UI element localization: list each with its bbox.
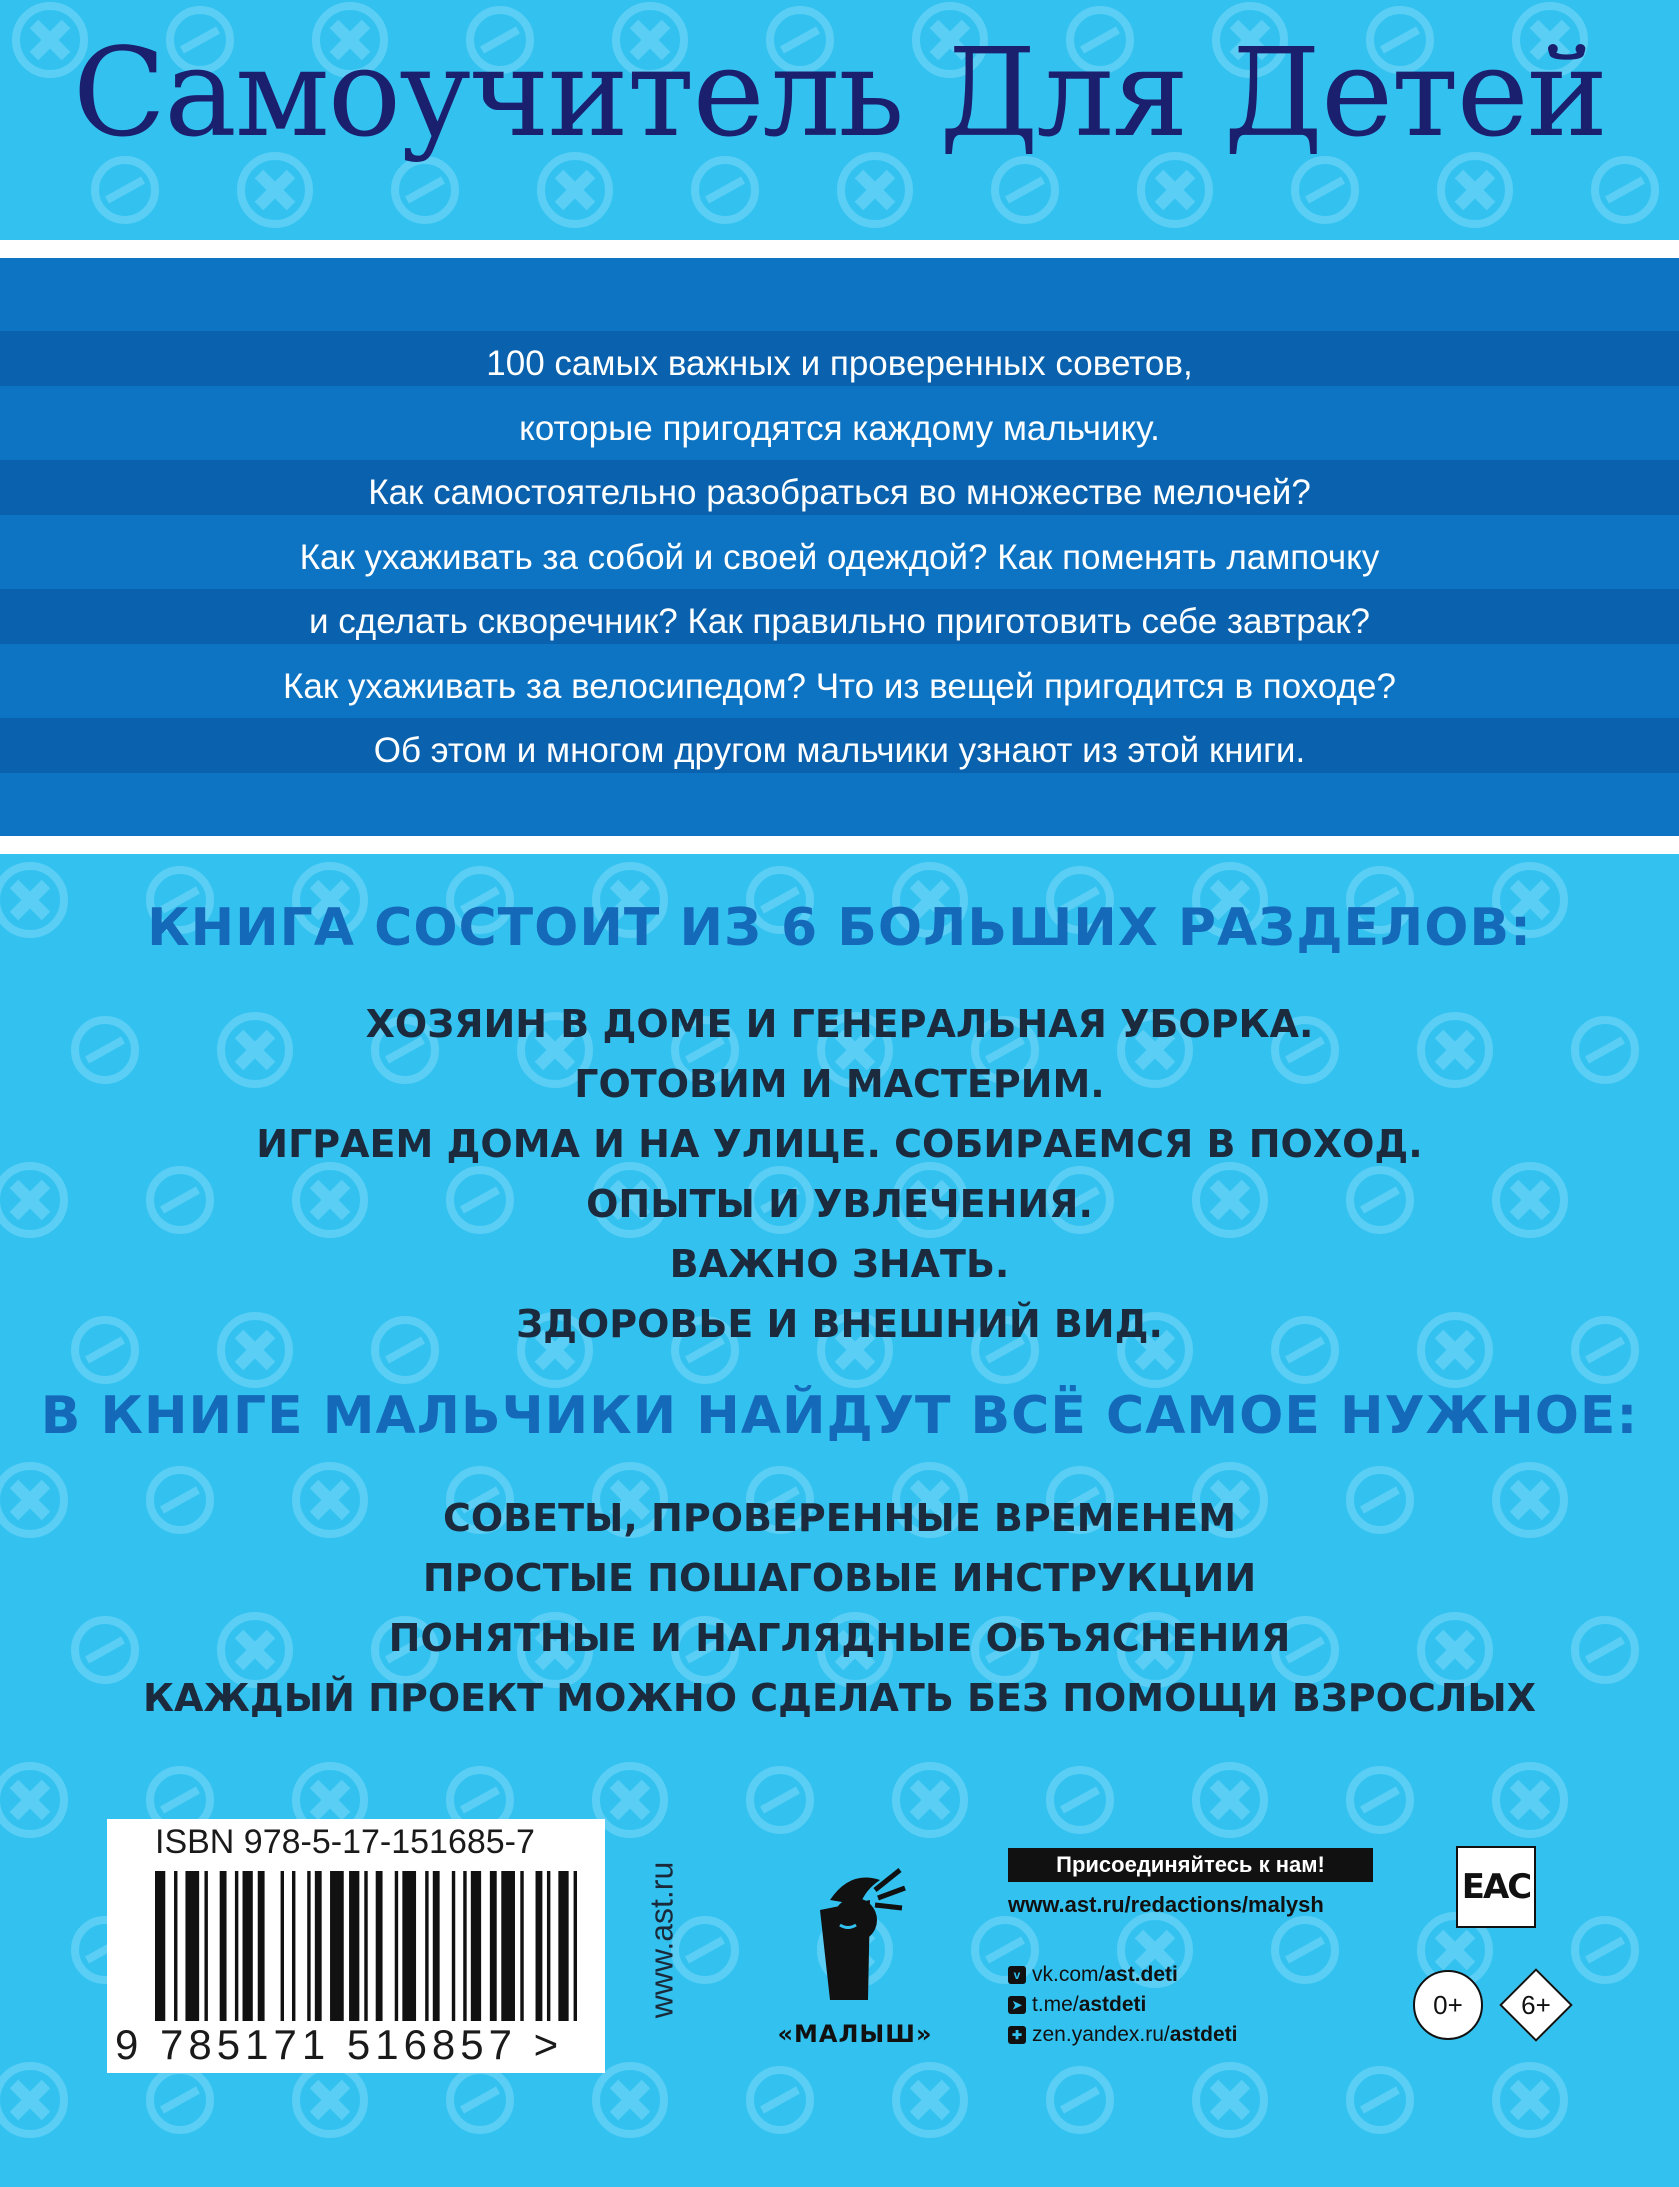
social-prefix: zen.yandex.ru/ bbox=[1032, 2023, 1170, 2046]
social-prefix: vk.com/ bbox=[1032, 1963, 1105, 1986]
section-item: ГОТОВИМ И МАСТЕРИМ. bbox=[574, 1062, 1105, 1106]
features-list bbox=[0, 1488, 1679, 1728]
zen-icon: ✚ bbox=[1008, 2026, 1026, 2044]
publisher-site[interactable]: www.ast.ru bbox=[643, 1861, 680, 2019]
section-item: ОПЫТЫ И УВЛЕЧЕНИЯ. bbox=[586, 1182, 1093, 1226]
age-rating-0: 0+ bbox=[1413, 1970, 1483, 2040]
barcode bbox=[107, 1819, 605, 2073]
social-link-zen[interactable] bbox=[1008, 2023, 1237, 2047]
top-divider bbox=[0, 240, 1679, 258]
intro-line: которые пригодятся каждому мальчику. bbox=[519, 408, 1160, 448]
bottom-divider bbox=[0, 836, 1679, 854]
social-handle: astdeti bbox=[1169, 2023, 1238, 2046]
social-handle: astdeti bbox=[1078, 1993, 1147, 2016]
malysh-logo-icon bbox=[770, 1850, 940, 2020]
feature-item: ПРОСТЫЕ ПОШАГОВЫЕ ИНСТРУКЦИИ bbox=[422, 1556, 1257, 1600]
vk-icon: v bbox=[1008, 1966, 1026, 1984]
intro-line: Как ухаживать за велосипедом? Что из вещей пригодится в походе? bbox=[283, 666, 1396, 706]
social-link-vk[interactable] bbox=[1008, 1963, 1178, 1987]
intro-line: Об этом и многом другом мальчики узнают из этой книги. bbox=[373, 731, 1306, 770]
eac-mark: ЕАС bbox=[1456, 1846, 1536, 1928]
social-handle: ast.deti bbox=[1104, 1963, 1178, 1986]
age-rating-6-label: 6+ bbox=[1521, 1990, 1551, 2020]
social-prefix: t.me/ bbox=[1032, 1993, 1079, 2016]
publisher-url[interactable]: www.ast.ru/redactions/malysh bbox=[1008, 1892, 1324, 1917]
section-item: ВАЖНО ЗНАТЬ. bbox=[669, 1242, 1010, 1286]
section-item: ИГРАЕМ ДОМА И НА УЛИЦЕ. СОБИРАЕМСЯ В ПОХОД. bbox=[256, 1122, 1423, 1166]
intro-text bbox=[0, 332, 1679, 784]
feature-item: КАЖДЫЙ ПРОЕКТ МОЖНО СДЕЛАТЬ БЕЗ ПОМОЩИ ВЗРОСЛЫХ bbox=[142, 1676, 1537, 1720]
feature-item: ПОНЯТНЫЕ И НАГЛЯДНЫЕ ОБЪЯСНЕНИЯ bbox=[388, 1616, 1291, 1660]
sections-heading: КНИГА СОСТОИТ ИЗ 6 БОЛЬШИХ РАЗДЕЛОВ: bbox=[147, 898, 1532, 958]
telegram-icon: ➤ bbox=[1008, 1996, 1026, 2014]
book-title: Самоучитель Для Детей bbox=[72, 22, 1607, 164]
feature-item: СОВЕТЫ, ПРОВЕРЕННЫЕ ВРЕМЕНЕМ bbox=[442, 1496, 1237, 1540]
section-item: ЗДОРОВЬЕ И ВНЕШНИЙ ВИД. bbox=[516, 1302, 1163, 1346]
publisher-logo-label: «МАЛЫШ» bbox=[777, 2020, 933, 2048]
join-banner: Присоединяйтесь к нам! bbox=[1008, 1848, 1373, 1882]
intro-line: Как самостоятельно разобраться во множестве мелочей? bbox=[368, 473, 1311, 512]
barcode-number: 9 785171 516857 > bbox=[115, 2021, 564, 2068]
sections-list bbox=[0, 994, 1679, 1354]
section-item: ХОЗЯИН В ДОМЕ И ГЕНЕРАЛЬНАЯ УБОРКА. bbox=[365, 1002, 1314, 1046]
barcode-bars bbox=[155, 1871, 585, 2021]
intro-line: 100 самых важных и проверенных советов, bbox=[486, 344, 1193, 383]
age-rating-6 bbox=[1499, 1968, 1573, 2042]
social-link-telegram[interactable] bbox=[1008, 1993, 1146, 2017]
intro-line: и сделать скворечник? Как правильно приготовить себе завтрак? bbox=[309, 602, 1370, 641]
isbn: ISBN 978-5-17-151685-7 bbox=[155, 1823, 535, 1861]
features-heading: В КНИГЕ МАЛЬЧИКИ НАЙДУТ ВСЁ САМОЕ НУЖНОЕ: bbox=[40, 1386, 1639, 1446]
intro-line: Как ухаживать за собой и своей одеждой? Как поменять лампочку bbox=[299, 537, 1380, 577]
